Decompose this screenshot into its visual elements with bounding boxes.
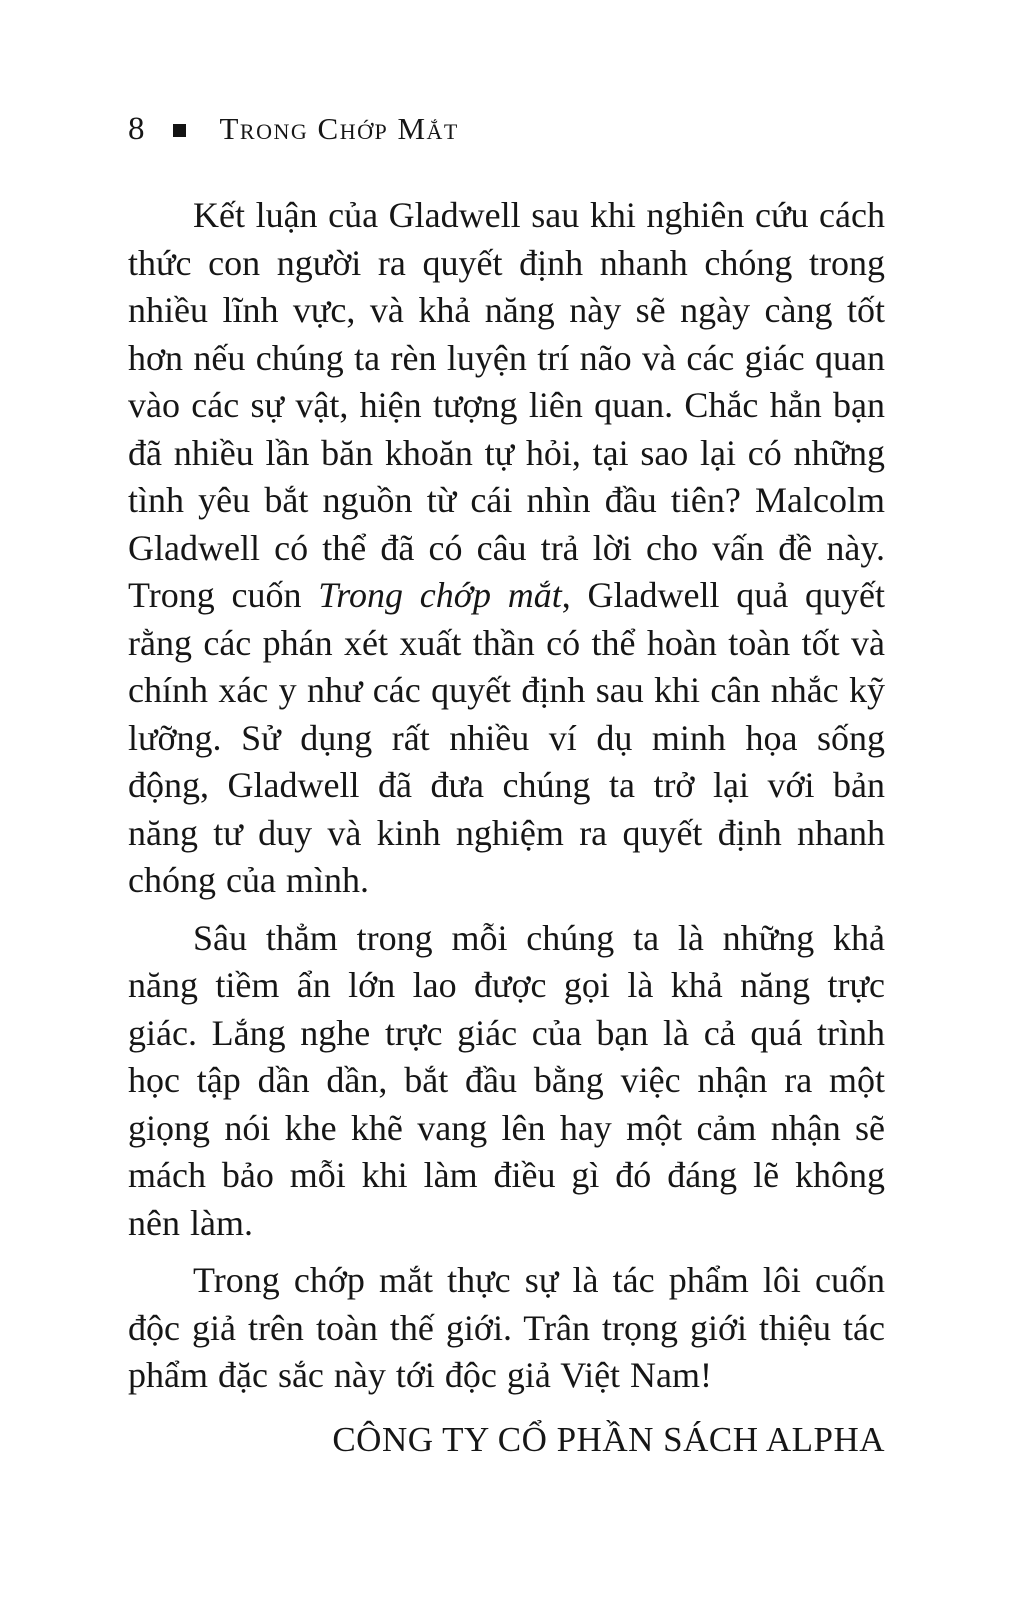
paragraph [128,915,885,1248]
text-segment: , Gladwell quả quyết rằng các phán xét xuất thần có thể hoàn toàn tốt và chính xác y như các quyết định sau khi cân nhắc kỹ lưỡng. Sử dụng rất nhiều ví dụ minh họa sống động, Gladwell đã đưa chúng ta trở lại với bản năng tư duy và kinh nghiệm ra quyết định nhanh chóng của mình. [128,575,885,900]
text-segment: Sâu thẳm trong mỗi chúng ta là những khả năng tiềm ẩn lớn lao được gọi là khả năng trực giác. Lắng nghe trực giác của bạn là cả quá trình học tập dần dần, bắt đầu bằng việc nhận ra một giọng nói khe khẽ vang lên hay một cảm nhận sẽ mách bảo mỗi khi làm điều gì đó đáng lẽ không nên làm. [128,917,885,1243]
page-number: 8 [128,111,145,147]
paragraph [128,192,885,905]
text-segment: Trong chớp mắt thực sự là tác phẩm lôi cuốn độc giả trên toàn thế giới. Trân trọng giới thiệu tác phẩm đặc sắc này tới độc giả Việt Nam! [128,1260,885,1395]
text-segment: Kết luận của Gladwell sau khi nghiên cứu cách thức con người ra quyết định nhanh chóng trong nhiều lĩnh vực, và khả năng này sẽ ngày càng tốt hơn nếu chúng ta rèn luyện trí não và các giác quan vào các sự vật, hiện tượng liên quan. Chắc hẳn bạn đã nhiều lần băn khoăn tự hỏi, tại sao lại có những tình yêu bắt nguồn từ cái nhìn đầu tiên? Malcolm Gladwell có thể đã có câu trả lời cho vấn đề này. Trong cuốn [128,195,885,615]
book-title-inline: Trong chớp mắt [318,575,562,615]
square-bullet-icon [173,124,186,137]
running-title: Trong Chớp Mắt [219,111,459,146]
paragraph [128,1257,885,1400]
running-header [128,112,885,146]
publisher-signature: CÔNG TY CỔ PHẦN SÁCH ALPHA [332,1419,885,1459]
paragraphs-container [128,192,885,1400]
